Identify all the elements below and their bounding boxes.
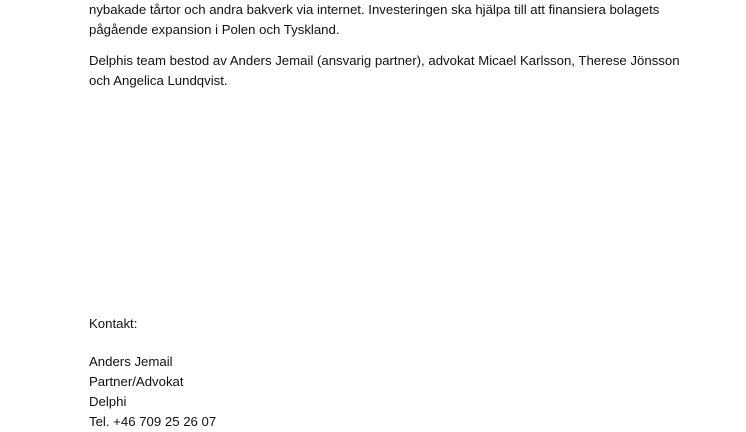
paragraph-line: nybakade tårtor och andra bakverk via internet. Investeringen ska hjälpa till att finansiera bolagets [89,2,660,17]
contact-title: Partner/Advokat [89,374,184,389]
body-paragraph [89,0,659,40]
contact-phone: Tel. +46 709 25 26 07 [89,414,217,429]
paragraph-line: Delphis team bestod av Anders Jemail (ansvarig partner), advokat Micael Karlsson, Therese Jönsson [89,53,680,68]
contact-block [89,352,216,432]
paragraph-line: och Angelica Lundqvist. [89,73,228,88]
contact-heading: Kontakt: [89,316,138,331]
contact-company: Delphi [89,394,127,409]
team-paragraph [89,51,680,91]
paragraph-line: pågående expansion i Polen och Tyskland. [89,22,340,37]
contact-name: Anders Jemail [89,354,173,369]
